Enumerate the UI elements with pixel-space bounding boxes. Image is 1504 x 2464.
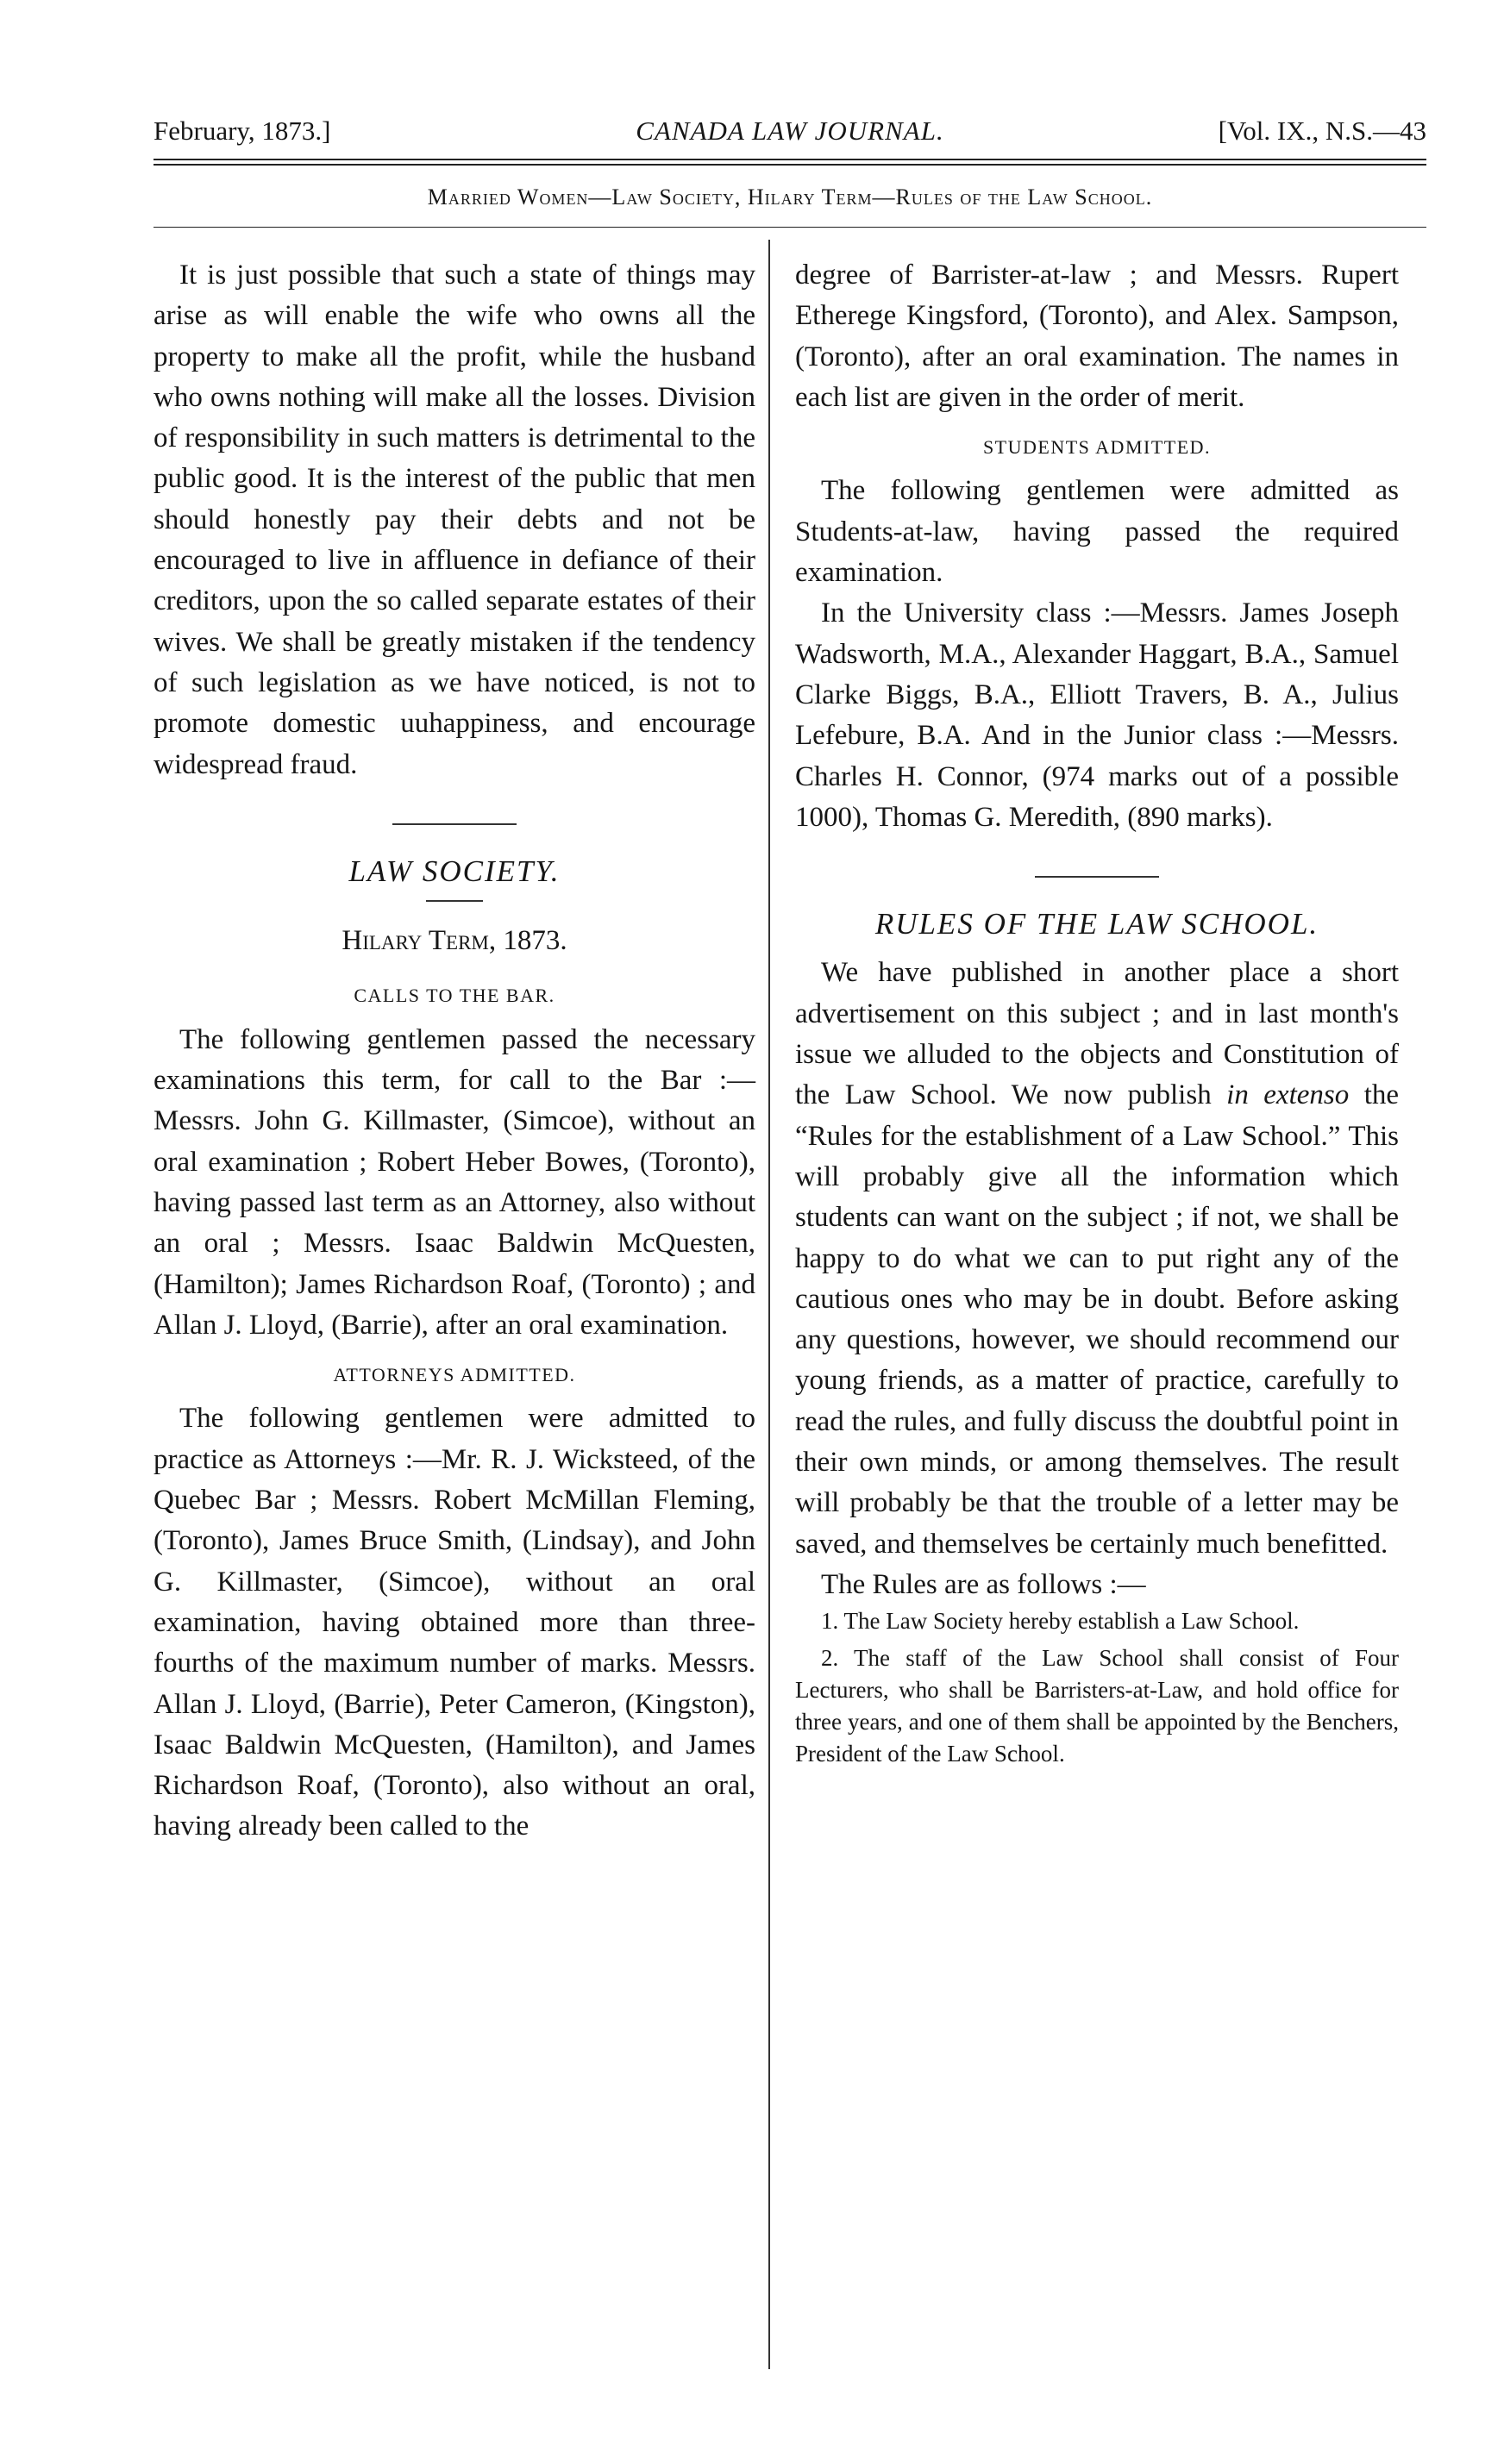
- right-column: [795, 255, 1399, 1770]
- separator-rule: [392, 823, 517, 825]
- issue-date: February, 1873.]: [154, 116, 331, 146]
- rules-italic-phrase: in extenso: [1226, 1079, 1350, 1111]
- rules-text-before: We have published in another place a short advertisement on this subject ; and in last month's issue we alluded to the objects and Constitution of the Law School. We now publish: [795, 957, 1399, 1111]
- separator-rule: [1035, 876, 1159, 878]
- married-women-paragraph: It is just possible that such a state of things may arise as will enable the wife who owns all the property to make all the profit, while the husband who owns nothing will make all the losses. Division of responsibility in such matters is detrimental to the public good. It is the interest of the public that men should honestly pay their debts and not be encouraged to live in affluence in defiance of their creditors, upon the so called separate estates of their wives. We shall be greatly mistaken if the tendency of such legislation as we have noticed, is not to promote domestic uuhappiness, and encourage widespread fraud.: [154, 260, 755, 780]
- attorneys-heading: ATTORNEYS ADMITTED.: [333, 1364, 576, 1386]
- column-divider: [768, 240, 770, 2369]
- separator-rule: [426, 900, 483, 902]
- term-heading: Hilary Term, 1873.: [342, 925, 567, 957]
- rules-paragraph: [795, 953, 1399, 1564]
- continuation-paragraph: degree of Barrister-at-law ; and Messrs. Rupert Etherege Kingsford, (Toronto), and Alex. Sampson, (Toronto), after an oral examination. The names in each list are given in the order of merit.: [795, 260, 1399, 413]
- students-classes-paragraph: In the University class :—Messrs. James Joseph Wadsworth, M.A., Alexander Haggart, B.A., Samuel Clarke Biggs, B.A., Elliott Travers, B. A., Julius Lefebure, B.A. And in the Junior class :—Messrs. Charles H. Connor, (974 marks out of a possible 1000), Thomas G. Meredith, (890 marks).: [795, 597, 1399, 833]
- volume-page: [Vol. IX., N.S.—43: [1218, 116, 1426, 146]
- section-rule: [154, 227, 1426, 228]
- running-head: [154, 110, 1426, 152]
- header-rule: [154, 159, 1426, 160]
- header-rule: [154, 164, 1426, 166]
- section-heading: Married Women—Law Society, Hilary Term—Rules of the Law School.: [427, 184, 1153, 210]
- calls-paragraph: The following gentlemen passed the necessary examinations this term, for call to the Bar :—Messrs. John G. Killmaster, (Simcoe), without an oral examination ; Robert Heber Bowes, (Toronto), having passed last term as an Attorney, also without an oral ; Messrs. Isaac Baldwin McQuesten, (Hamilton); James Richardson Roaf, (Toronto) ; and Allan J. Lloyd, (Barrie), after an oral examination.: [154, 1023, 755, 1341]
- rule-item: 1. The Law Society hereby establish a Law School.: [821, 1608, 1300, 1635]
- rules-title: RULES OF THE LAW SCHOOL.: [874, 907, 1319, 941]
- law-society-title: LAW SOCIETY.: [348, 854, 561, 888]
- rules-text-after: the “Rules for the establishment of a Law School.” This will probably give all the information which students can want on the subject ; if not, we shall be happy to do what we can to put right any of the cautious ones who may be in doubt. Before asking any questions, however, we should recommend our young friends, as a matter of practice, carefully to read the rules, and fully discuss the doubtful point in their own minds, or among themselves. The result will probably be that the trouble of a letter may be saved, and themselves be certainly much benefitted.: [795, 1079, 1400, 1560]
- students-heading: STUDENTS ADMITTED.: [982, 436, 1212, 459]
- attorneys-paragraph: The following gentlemen were admitted to practice as Attorneys :—Mr. R. J. Wicksteed, of the Quebec Bar ; Messrs. Robert McMillan Fleming, (Toronto), James Bruce Smith, (Lindsay), and John G. Killmaster, (Simcoe), without an oral examination, having obtained more than three-fourths of the maximum number of marks. Messrs. Allan J. Lloyd, (Barrie), Peter Cameron, (Kingston), Isaac Baldwin McQuesten, (Hamilton), and James Richardson Roaf, (Toronto), also without an oral, having already been called to the: [154, 1403, 755, 1842]
- left-column: [154, 255, 755, 1848]
- journal-title: CANADA LAW JOURNAL.: [636, 116, 944, 146]
- calls-heading: CALLS TO THE BAR.: [354, 985, 555, 1007]
- students-paragraph: The following gentlemen were admitted as Students-at-law, having passed the required examination.: [795, 475, 1399, 589]
- rule-item: 2. The staff of the Law School shall consist of Four Lecturers, who shall be Barristers-at-Law, and hold office for three years, and one of them shall be appointed by the Benchers, President of the Law School.: [795, 1645, 1399, 1767]
- rules-intro: The Rules are as follows :—: [821, 1568, 1146, 1600]
